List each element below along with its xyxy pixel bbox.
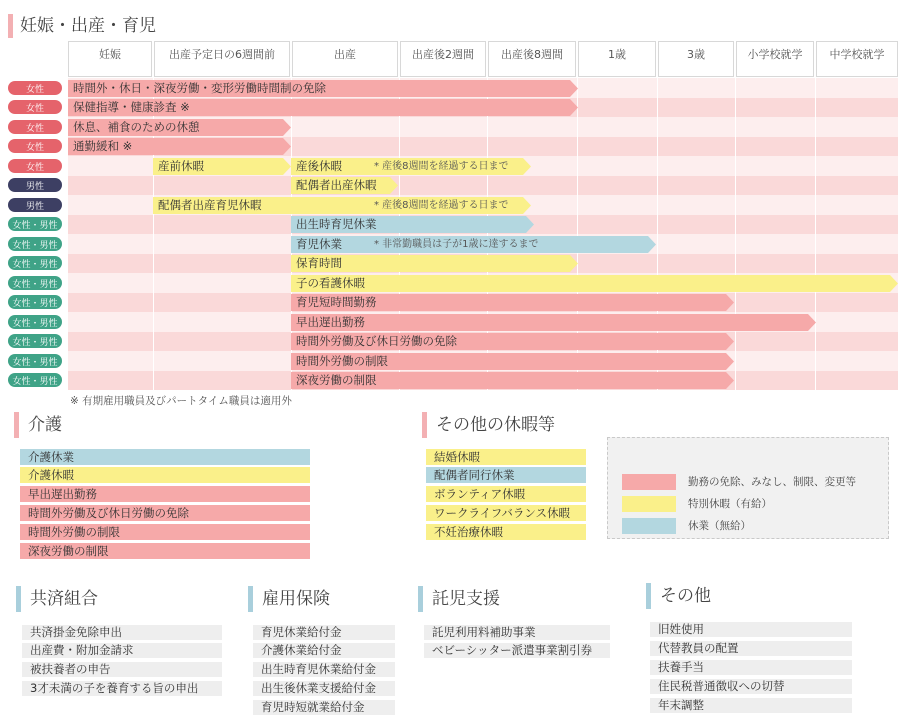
section-bar (248, 586, 253, 612)
row-label: 子の看護休暇 (296, 276, 365, 290)
column-header: 出産後8週間 (488, 41, 576, 77)
kyosai-item: 被扶養者の申告 (22, 662, 222, 677)
koyo-item: 出生時育児休業給付金 (253, 662, 395, 677)
section-bar (8, 14, 13, 38)
bar-arrow-pink (291, 314, 816, 331)
sonota-item: 扶養手当 (650, 660, 852, 675)
column-header: 妊娠 (68, 41, 152, 77)
sonota-item: 代替教員の配置 (650, 641, 852, 656)
section-bar (422, 412, 427, 438)
kaigo-title: 介護 (28, 415, 62, 435)
badge-both: 女性・男性 (8, 237, 62, 251)
kaigo-item: 介護休業 (20, 449, 310, 465)
row-label: 育児休業 (296, 237, 342, 251)
row-note: * 非常勤職員は子が1歳に達するまで (374, 239, 539, 250)
koyo-item: 育児時短就業給付金 (253, 700, 395, 715)
other-leave-item: 配偶者同行休業 (426, 467, 586, 483)
sonota-item: 旧姓使用 (650, 622, 852, 637)
row-label: 時間外・休日・深夜労働・変形労働時間制の免除 (73, 81, 326, 95)
badge-both: 女性・男性 (8, 354, 62, 368)
kaigo-item: 時間外労働の制限 (20, 524, 310, 540)
badge-female: 女性 (8, 100, 62, 114)
kaigo-item: 介護休暇 (20, 467, 310, 483)
other-leave-item: 結婚休暇 (426, 449, 586, 465)
koyo-item: 出生後休業支援給付金 (253, 681, 395, 696)
legend (607, 437, 889, 539)
row-label: 深夜労働の制限 (296, 373, 377, 387)
bar-arrow-yellow (291, 275, 898, 292)
badge-female: 女性 (8, 139, 62, 153)
badge-both: 女性・男性 (8, 373, 62, 387)
takuji-item: ベビーシッター派遣事業割引券 (424, 643, 610, 658)
badge-both: 女性・男性 (8, 295, 62, 309)
column-header: 中学校就学 (816, 41, 898, 77)
section-bar (418, 586, 423, 612)
legend-label: 特別休暇（有給） (688, 498, 772, 510)
row-label: 早出遅出勤務 (296, 315, 365, 329)
row-label: 時間外労働の制限 (296, 354, 388, 368)
badge-male: 男性 (8, 178, 62, 192)
section-bar (14, 412, 19, 438)
main-title: 妊娠・出産・育児 (20, 16, 156, 36)
legend-swatch-pink (622, 474, 676, 490)
row-label: 出生時育児休業 (296, 217, 377, 231)
badge-both: 女性・男性 (8, 315, 62, 329)
column-header: 小学校就学 (736, 41, 814, 77)
row-label: 産後休暇 (296, 159, 342, 173)
badge-female: 女性 (8, 81, 62, 95)
badge-male: 男性 (8, 198, 62, 212)
row-note: * 産後8週間を経過する日まで (374, 161, 509, 172)
footnote: ※ 有期雇用職員及びパートタイム職員は適用外 (70, 395, 292, 407)
kyosai-item: 共済掛金免除申出 (22, 625, 222, 640)
legend-swatch-yellow (622, 496, 676, 512)
takuji-title: 託児支援 (432, 589, 500, 609)
legend-label: 勤務の免除、みなし、制限、変更等 (688, 476, 856, 488)
grid-divider (735, 78, 736, 390)
section-bar (16, 586, 21, 612)
other-leave-item: 不妊治療休暇 (426, 524, 586, 540)
koyo-item: 育児休業給付金 (253, 625, 395, 640)
grid-divider (815, 78, 816, 390)
column-header: 1歳 (578, 41, 656, 77)
badge-both: 女性・男性 (8, 217, 62, 231)
legend-label: 休業（無給） (688, 520, 751, 532)
row-label: 保健指導・健康診査 ※ (73, 100, 190, 114)
row-label: 通勤緩和 ※ (73, 139, 133, 153)
other-leave-title: その他の休暇等 (436, 415, 555, 435)
kaigo-item: 時間外労働及び休日労働の免除 (20, 505, 310, 521)
row-note: * 産後8週間を経過する日まで (374, 200, 509, 211)
column-header: 出産後2週間 (400, 41, 486, 77)
grid-stripe (68, 176, 898, 196)
sonota-item: 住民税普通徴収への切替 (650, 679, 852, 694)
kaigo-item: 早出遅出勤務 (20, 486, 310, 502)
koyo-item: 介護休業給付金 (253, 643, 395, 658)
other-leave-item: ボランティア休暇 (426, 486, 586, 502)
badge-both: 女性・男性 (8, 256, 62, 270)
row-label: 時間外労働及び休日労働の免除 (296, 334, 457, 348)
row-label: 保育時間 (296, 256, 342, 270)
other-leave-item: ワークライフバランス休暇 (426, 505, 586, 521)
column-header: 出産予定日の6週間前 (154, 41, 290, 77)
badge-both: 女性・男性 (8, 276, 62, 290)
kyosai-item: 3才未満の子を養育する旨の申出 (22, 681, 222, 696)
takuji-item: 託児利用料補助事業 (424, 625, 610, 640)
row-label: 休息、補食のための休憩 (73, 120, 200, 134)
row-label: 配偶者出産休暇 (296, 178, 377, 192)
kyosai-item: 出産費・附加金請求 (22, 643, 222, 658)
badge-female: 女性 (8, 120, 62, 134)
column-header: 3歳 (658, 41, 734, 77)
legend-swatch-blue (622, 518, 676, 534)
badge-female: 女性 (8, 159, 62, 173)
sonota-title: その他 (660, 586, 711, 606)
badge-both: 女性・男性 (8, 334, 62, 348)
section-bar (646, 583, 651, 609)
column-header: 出産 (292, 41, 398, 77)
kaigo-item: 深夜労働の制限 (20, 543, 310, 559)
row-label: 育児短時間勤務 (296, 295, 377, 309)
row-label: 配偶者出産育児休暇 (158, 198, 262, 212)
sonota-item: 年末調整 (650, 698, 852, 713)
kyosai-title: 共済組合 (30, 589, 98, 609)
koyo-title: 雇用保険 (262, 589, 330, 609)
row-label: 産前休暇 (158, 159, 204, 173)
